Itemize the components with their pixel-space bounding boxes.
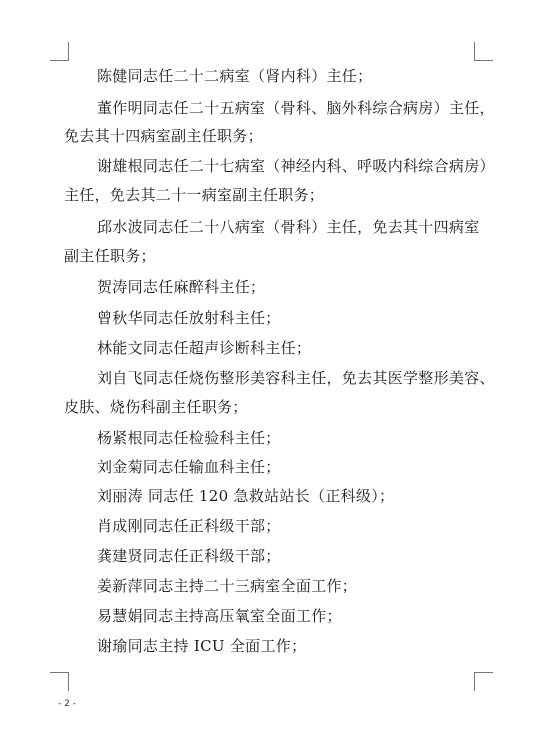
text-line: 皮肤、烧伤科副主任职务； xyxy=(64,398,248,416)
text-line: 谢雄根同志任二十七病室（神经内科、呼吸内科综合病房） xyxy=(97,157,495,175)
page-number: - 2 - xyxy=(58,699,76,709)
text-line: 董作明同志任二十五病室（骨科、脑外科综合病房）主任， xyxy=(97,99,495,117)
text-line: 姜新萍同志主持二十三病室全面工作； xyxy=(97,577,358,595)
text-line: 邱水波同志任二十八病室（骨科）主任，免去其十四病室 xyxy=(97,218,480,236)
text-line: 谢瑜同志主持 ICU 全面工作； xyxy=(97,637,307,655)
text-line: 陈健同志任二十二病室（肾内科）主任； xyxy=(97,67,373,85)
text-line: 刘丽涛 同志任 120 急救站站长（正科级）； xyxy=(97,487,395,505)
text-line: 龚建贤同志任正科级干部； xyxy=(97,547,281,565)
text-line: 杨紧根同志任检验科主任； xyxy=(97,429,281,447)
text-line: 刘自飞同志任烧伤整形美容科主任，免去其医学整形美容、 xyxy=(97,369,495,387)
text-line: 副主任职务； xyxy=(64,247,156,265)
text-line: 曾秋华同志任放射科主任； xyxy=(97,309,281,327)
text-line: 易慧娟同志主持高压氧室全面工作； xyxy=(97,607,342,625)
text-line: 主任，免去其二十一病室副主任职务； xyxy=(64,186,325,204)
text-line: 贺涛同志任麻醉科主任； xyxy=(97,278,266,296)
text-line: 肖成刚同志任正科级干部； xyxy=(97,517,281,535)
text-line: 林能文同志任超声诊断科主任； xyxy=(97,339,312,357)
text-line: 免去其十四病室副主任职务； xyxy=(64,127,263,145)
text-line: 刘金菊同志任输血科主任； xyxy=(97,458,281,476)
